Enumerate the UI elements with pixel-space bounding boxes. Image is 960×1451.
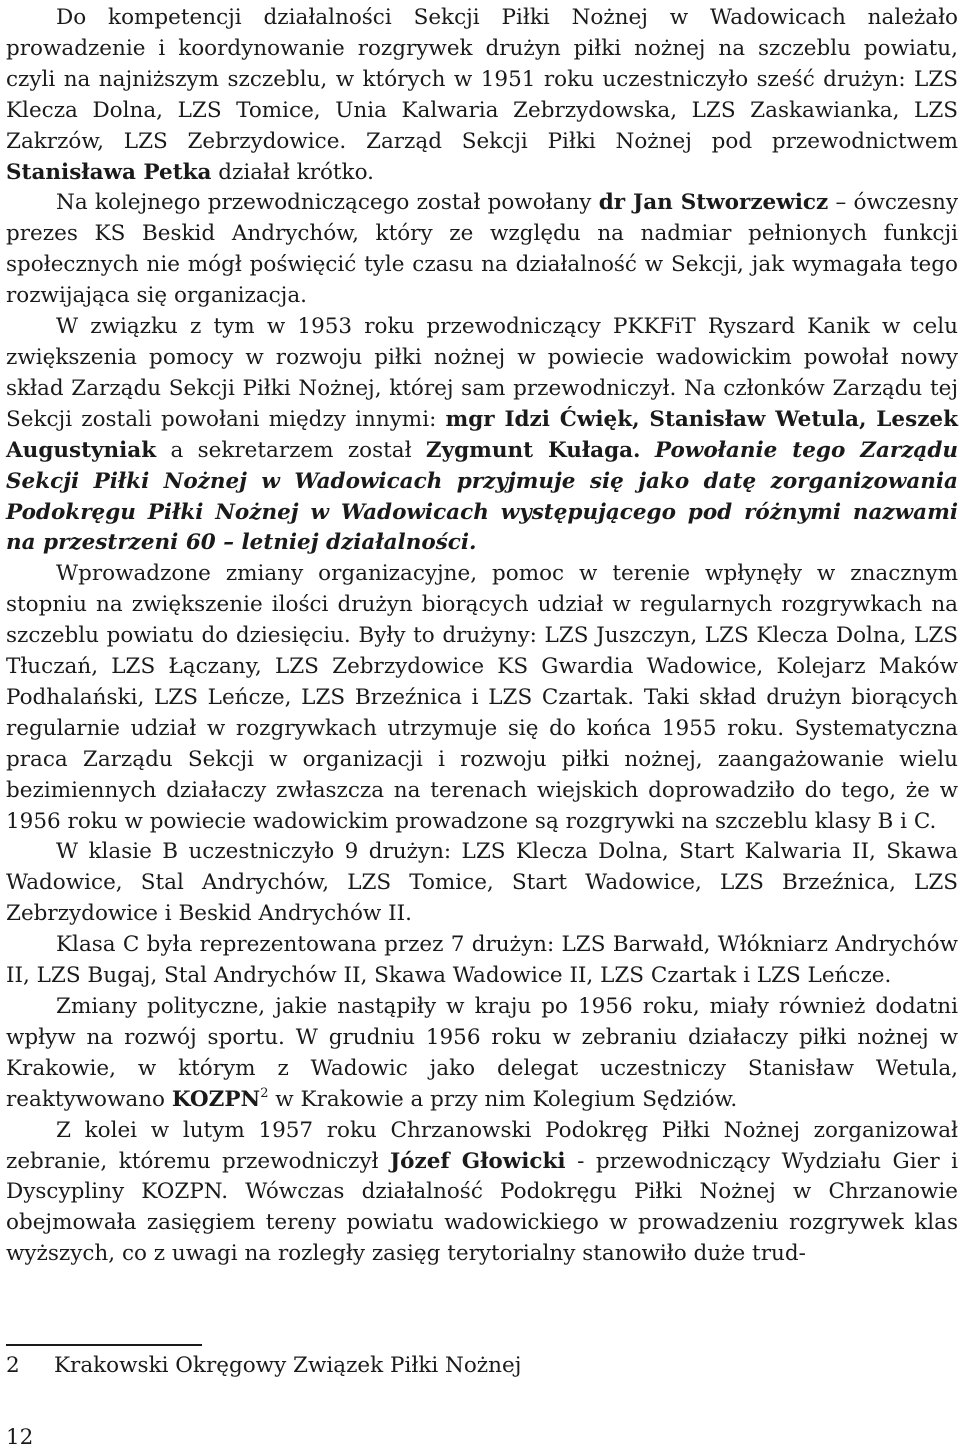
text-run: a sekretarzem został: [156, 437, 426, 463]
footnote: [6, 1351, 521, 1381]
bold-text: Zygmunt Kułaga.: [425, 437, 641, 463]
bold-italic-text: Powołanie tego Zarządu Sekcji Piłki Nożnej w Wadowicach przyjmuje się jako datę zorganizowania Podokręgu Piłki Nożnej w Wadowicach występującego pod różnymi nazwami na przestrzeni 60 – letniej działalności.: [6, 437, 959, 556]
text-run: w Krakowie a przy nim Kolegium Sędziów.: [268, 1086, 738, 1112]
document-page: [6, 0, 958, 1451]
footnote-text: Krakowski Okręgowy Związek Piłki Nożnej: [54, 1353, 522, 1378]
bold-text: KOZPN: [171, 1086, 261, 1112]
text-run: Z kolei w lutym 1957 roku Chrzanowski Podokręg Piłki Nożnej zorganizował zebranie, któremu przewodniczył: [6, 1117, 958, 1174]
text-run: Zmiany polityczne, jakie nastąpiły w kraju po 1956 roku, miały również dodatni wpływ na rozwój sportu. W grudniu 1956 roku w zebraniu działaczy piłki nożnej w Krakowie, w którym z Wadowic jako delegat uczestniczy Stanisław Wetula, reaktywowano: [6, 994, 958, 1112]
footnote-reference: 2: [260, 1085, 269, 1101]
text-run: działał krótko.: [211, 159, 374, 185]
text-run: Na kolejnego przewodniczącego został powołany: [56, 190, 599, 216]
paragraph: [6, 992, 958, 1116]
text-run: Wprowadzone zmiany organizacyjne, pomoc w terenie wpłynęły w znacznym stopniu na zwiększenie ilości drużyn biorących udział w regularnych rozgrywkach na szczeblu powiatu do dziesięciu. Były to drużyny: LZS Juszczyn, LZS Klecza Dolna, LZS Tłuczań, LZS Łączany, LZS Zebrzydowice KS Gwardia Wadowice, Kolejarz Maków Podhalański, LZS Leńcze, LZS Brzeźnica i LZS Czartak. Taki skład drużyn biorących regularnie udział w rozgrywkach utrzymuje się do końca 1955 roku. Systematyczna praca Zarządu Sekcji w organizacji i rozwoju piłki nożnej, zaangażowanie wielu bezimiennych działaczy zwłaszcza na terenach wiejskich doprowadziło do tego, że w 1956 roku w powiecie wadowickim prowadzone są rozgrywki na szczeblu klasy B i C.: [6, 561, 958, 834]
text-run: Klasa C była reprezentowana przez 7 drużyn: LZS Barwałd, Włókniarz Andrychów II, LZS Bugaj, Stal Andrychów II, Skawa Wadowice II, LZS Czartak i LZS Leńcze.: [6, 932, 958, 989]
body-text: [6, 3, 958, 1270]
paragraph: [6, 559, 958, 837]
text-run: – ówczesny prezes KS Beskid Andrychów, który ze względu na nadmiar pełnionych funkcji społecznych nie mógł poświęcić tyle czasu na działalność w Sekcji, jak wymagała tego rozwijająca się organizacja.: [6, 190, 958, 309]
paragraph: [6, 3, 958, 188]
paragraph: [6, 837, 958, 930]
bold-text: Stanisława Petka: [6, 159, 212, 185]
footnote-separator: [6, 1344, 202, 1346]
paragraph: [6, 930, 958, 992]
footnote-number: 2: [6, 1353, 20, 1378]
paragraph: [6, 312, 958, 559]
bold-text: dr Jan Stworzewicz: [598, 190, 829, 216]
paragraph: [6, 188, 958, 312]
text-run: W klasie B uczestniczyło 9 drużyn: LZS Klecza Dolna, Start Kalwaria II, Skawa Wadowice, Stal Andrychów, LZS Tomice, Start Wadowice, LZS Brzeźnica, LZS Zebrzydowice i Beskid Andrychów II.: [6, 839, 958, 927]
paragraph: [6, 1116, 958, 1271]
page-number: 12: [6, 1425, 34, 1450]
text-run: - przewodniczący Wydziału Gier i Dyscypliny KOZPN. Wówczas działalność Podokręgu Piłki Nożnej w Chrzanowie obejmowała zasięgiem tereny powiatu wadowickiego w prowadzeniu rozgrywek klas wyższych, co z uwagi na rozległy zasięg terytorialny stanowiło duże trud-: [6, 1148, 958, 1267]
bold-text: Józef Głowicki: [389, 1148, 566, 1174]
bold-text: mgr Idzi Ćwięk, Stanisław Wetula, Leszek Augustyniak: [6, 406, 958, 463]
text-run: [641, 438, 655, 463]
text-run: W związku z tym w 1953 roku przewodniczący PKKFiT Ryszard Kanik w celu zwiększenia pomocy w rozwoju piłki nożnej w powiecie wadowickim powołał nowy skład Zarządu Sekcji Piłki Nożnej, której sam przewodniczył. Na członków Zarządu tej Sekcji zostali powołani między innymi:: [6, 314, 958, 432]
text-run: Do kompetencji działalności Sekcji Piłki Nożnej w Wadowicach należało prowadzenie i koordynowanie rozgrywek drużyn piłki nożnej na szczeblu powiatu, czyli na najniższym szczeblu, w których w 1951 roku uczestniczyło sześć drużyn: LZS Klecza Dolna, LZS Tomice, Unia Kalwaria Zebrzydowska, LZS Zaskawianka, LZS Zakrzów, LZS Zebrzydowice. Zarząd Sekcji Piłki Nożnej pod przewodnictwem: [6, 5, 958, 154]
